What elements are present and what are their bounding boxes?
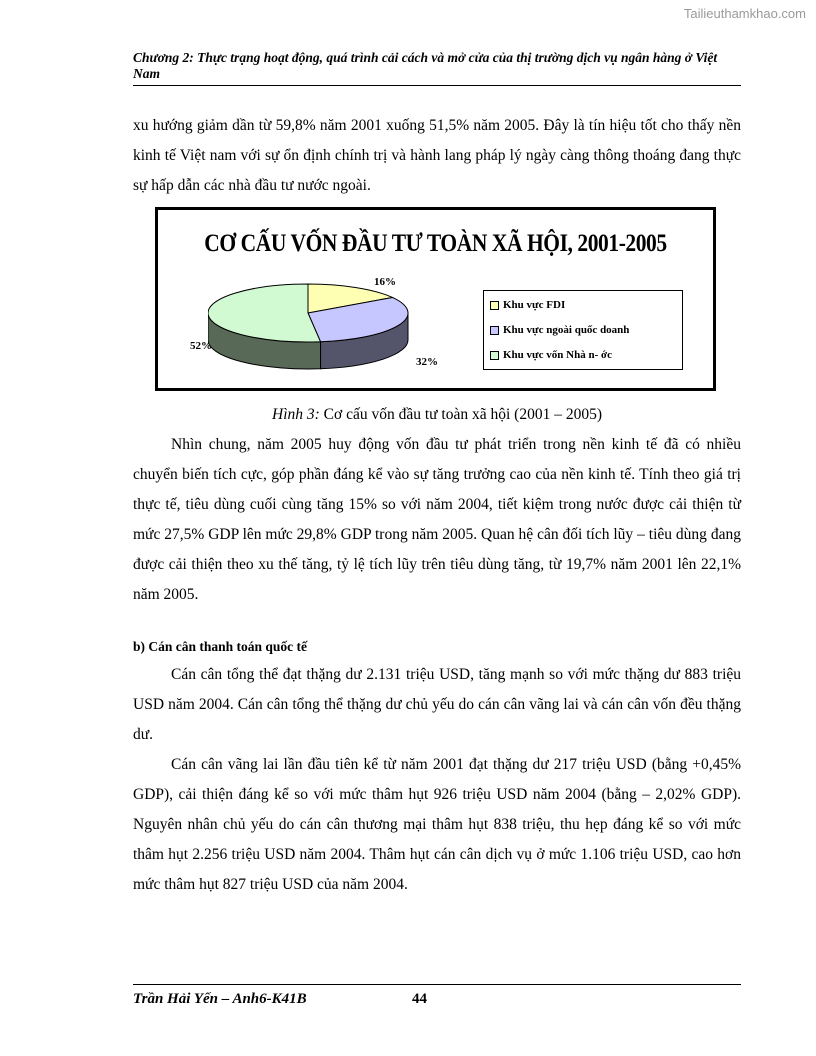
slice-label-state: 52% xyxy=(190,340,212,352)
footer-author: Trần Hải Yến – Anh6-K41B xyxy=(133,991,307,1007)
pie-chart xyxy=(208,278,428,378)
footer-divider xyxy=(133,984,741,985)
page-number: 44 xyxy=(412,991,427,1007)
header-divider xyxy=(133,85,741,86)
paragraph-3: Cán cân tổng thể đạt thặng dư 2.131 triệu USD, tăng mạnh so với mức thặng dư 883 triệu USD năm 2004. Cán cân tổng thể thặng dư chủ yếu do cán cân vãng lai và cán cân vốn đều thặng dư. xyxy=(133,666,741,743)
legend-label-non-state: Khu vực ngoài quốc doanh xyxy=(503,324,630,336)
paragraph-2: Nhìn chung, năm 2005 huy động vốn đầu tư phát triển trong nền kinh tế đã có nhiều chuyển biến tích cực, góp phần đáng kể vào sự tăng trưởng cao của nền kinh tế. Tính theo giá trị thực tế, tiêu dùng cuối cùng tăng 15% so với năm 2004, tiết kiệm trong nước được cải thiện từ mức 27,5% GDP lên mức 29,8% GDP trong năm 2005. Quan hệ cân đối tích lũy – tiêu dùng đang được cải thiện theo xu thế tăng, tỷ lệ tích lũy trên tiêu dùng tăng, từ 19,7% năm 2001 lên 22,1% năm 2005. xyxy=(133,436,741,603)
legend-swatch-state xyxy=(490,351,499,360)
legend-label-state: Khu vực vốn Nhà n- ớc xyxy=(503,349,612,361)
chart-legend xyxy=(483,290,683,370)
pie-chart-figure xyxy=(155,207,716,391)
chart-title: CƠ CẤU VỐN ĐẦU TƯ TOÀN XÃ HỘI, 2001-2005 xyxy=(204,230,667,257)
paragraph-4: Cán cân vãng lai lần đầu tiên kể từ năm 2001 đạt thặng dư 217 triệu USD (bằng +0,45% GDP), cải thiện đáng kể so với mức thâm hụt 926 triệu USD năm 2004 (bằng – 2,02% GDP). Nguyên nhân chủ yếu do cán cân thương mại thâm hụt 838 triệu, thu hẹp đáng kể so với mức thâm hụt 2.256 triệu USD năm 2004. Thâm hụt cán cân dịch vụ ở mức 1.106 triệu USD, cao hơn mức thâm hụt 827 triệu USD của năm 2004. xyxy=(133,756,741,893)
figure-caption-label: Hình 3: xyxy=(272,406,320,423)
chapter-header: Chương 2: Thực trạng hoạt động, quá trình cải cách và mở cửa của thị trường dịch vụ ngân hàng ở Việt Nam xyxy=(133,50,718,81)
legend-swatch-fdi xyxy=(490,301,499,310)
watermark: Tailieuthamkhao.com xyxy=(683,6,806,21)
section-heading: b) Cán cân thanh toán quốc tế xyxy=(133,639,308,654)
legend-item-state xyxy=(490,349,612,361)
slice-label-fdi: 16% xyxy=(374,276,396,288)
legend-swatch-non-state xyxy=(490,326,499,335)
figure-caption xyxy=(133,404,741,426)
legend-item-non-state xyxy=(490,324,629,336)
legend-item-fdi xyxy=(490,299,565,311)
legend-label-fdi: Khu vực FDI xyxy=(503,299,566,311)
figure-caption-text: Cơ cấu vốn đầu tư toàn xã hội (2001 – 2005) xyxy=(319,406,602,423)
slice-label-non-state: 32% xyxy=(416,356,438,368)
paragraph-1: xu hướng giảm dần từ 59,8% năm 2001 xuống 51,5% năm 2005. Đây là tín hiệu tốt cho thấy nền kinh tế Việt nam với sự ổn định chính trị và hành lang pháp lý ngày càng thông thoáng đang thực sự hấp dẫn các nhà đầu tư nước ngoài. xyxy=(133,117,741,194)
